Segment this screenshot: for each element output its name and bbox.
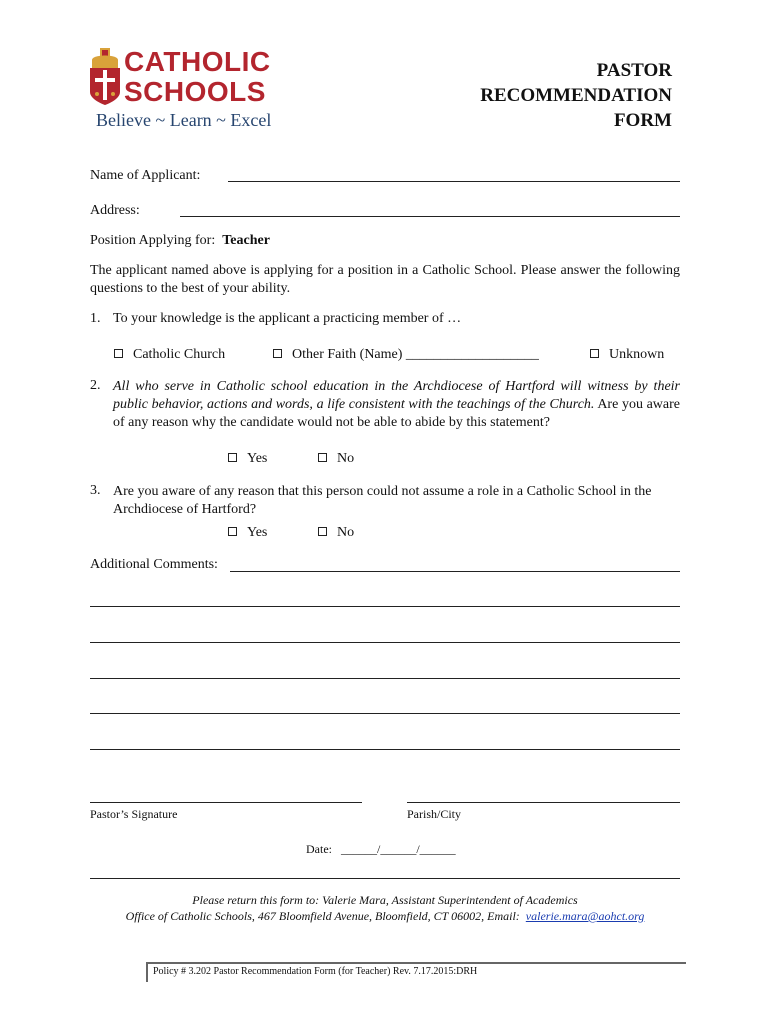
- return-line-1: Please return this form to: Valerie Mara, Assistant Superintendent of Academics: [192, 893, 578, 907]
- intro-text: The applicant named above is applying for a position in a Catholic School. Please answer the following questions to the best of your ability.: [90, 263, 680, 296]
- title-line-3: FORM: [613, 110, 672, 131]
- date-label: Date:: [306, 842, 332, 856]
- return-line-2: [90, 908, 680, 924]
- q2-yes-label: Yes: [247, 451, 268, 466]
- diocese-crest-icon: [88, 48, 122, 106]
- q3-no-label: No: [337, 525, 355, 540]
- title-line-1: PASTOR: [596, 60, 672, 81]
- q1-unknown-label: Unknown: [609, 347, 665, 362]
- footer-divider: [146, 962, 686, 964]
- position-value: Teacher: [222, 233, 270, 248]
- q2-option-yes[interactable]: [228, 451, 267, 467]
- q3-yes-checkbox[interactable]: [228, 527, 237, 536]
- logo-schools: SCHOOLS: [124, 76, 266, 107]
- address-label: Address:: [90, 203, 140, 218]
- q1-number: 1.: [90, 311, 101, 326]
- footer-policy-text: Policy # 3.202 Pastor Recommendation Form (for Teacher) Rev. 7.17.2015:DRH: [153, 966, 478, 977]
- q2-no-checkbox[interactable]: [318, 453, 327, 462]
- q1-option-unknown[interactable]: [590, 347, 664, 363]
- position-label: Position Applying for:: [90, 233, 216, 248]
- logo-catholic: CATHOLIC: [124, 46, 271, 77]
- logo-tagline: Believe ~ Learn ~ Excel: [96, 110, 272, 130]
- q3-option-no[interactable]: [318, 525, 354, 541]
- comments-line[interactable]: [90, 678, 680, 679]
- q2-yes-checkbox[interactable]: [228, 453, 237, 462]
- q2-number: 2.: [90, 378, 101, 393]
- comments-line[interactable]: [90, 749, 680, 750]
- comments-line[interactable]: [90, 642, 680, 643]
- q2-question: Are you aware of any reason why the candidate would not be able to abide by this statement?: [113, 397, 680, 430]
- return-address: Office of Catholic Schools, 467 Bloomfield Avenue, Bloomfield, CT 06002, Email:: [125, 909, 520, 923]
- q1-other-faith-label: Other Faith (Name) ___________________: [292, 347, 539, 362]
- position-row: [90, 233, 270, 249]
- return-divider: [90, 878, 680, 879]
- q3-number: 3.: [90, 483, 101, 498]
- name-of-applicant-label: Name of Applicant:: [90, 168, 201, 183]
- comments-line[interactable]: [230, 571, 680, 572]
- pastor-signature-label: Pastor’s Signature: [90, 807, 178, 821]
- q1-text: To your knowledge is the applicant a practicing member of …: [113, 311, 462, 326]
- comments-line[interactable]: [90, 606, 680, 607]
- parish-city-label: Parish/City: [407, 807, 462, 821]
- title-line-2: RECOMMENDATION: [480, 85, 672, 106]
- return-instructions: [90, 892, 680, 924]
- q2-body: [113, 378, 680, 432]
- q1-catholic-church-label: Catholic Church: [133, 347, 226, 362]
- parish-city-line[interactable]: [407, 802, 680, 803]
- q3-text: Are you aware of any reason that this person could not assume a role in a Catholic School in the Archdiocese of Hartford?: [113, 484, 652, 517]
- q1-catholic-church-checkbox[interactable]: [114, 349, 123, 358]
- q1-option-other-faith[interactable]: [273, 347, 539, 363]
- pastor-signature-line[interactable]: [90, 802, 362, 803]
- q3-no-checkbox[interactable]: [318, 527, 327, 536]
- date-row[interactable]: [306, 842, 456, 857]
- logo: [88, 44, 298, 132]
- name-of-applicant-field[interactable]: [228, 181, 680, 182]
- comments-line[interactable]: [90, 713, 680, 714]
- q3-yes-label: Yes: [247, 525, 268, 540]
- address-field[interactable]: [180, 216, 680, 217]
- q2-no-label: No: [337, 451, 355, 466]
- q1-unknown-checkbox[interactable]: [590, 349, 599, 358]
- q1-option-catholic-church[interactable]: [114, 347, 225, 363]
- q2-option-no[interactable]: [318, 451, 354, 467]
- q3-option-yes[interactable]: [228, 525, 267, 541]
- date-blank[interactable]: ______/______/______: [341, 842, 456, 856]
- form-title: [412, 58, 672, 133]
- footer-bar: [146, 962, 148, 982]
- return-email-link[interactable]: valerie.mara@aohct.org: [525, 909, 645, 923]
- additional-comments-label: Additional Comments:: [90, 557, 218, 572]
- q2-italic-statement: All who serve in Catholic school education in the Archdiocese of Hartford will witness by their public behavior, actions and words, a life consistent with the teachings of the Church.: [113, 379, 680, 412]
- q1-other-faith-checkbox[interactable]: [273, 349, 282, 358]
